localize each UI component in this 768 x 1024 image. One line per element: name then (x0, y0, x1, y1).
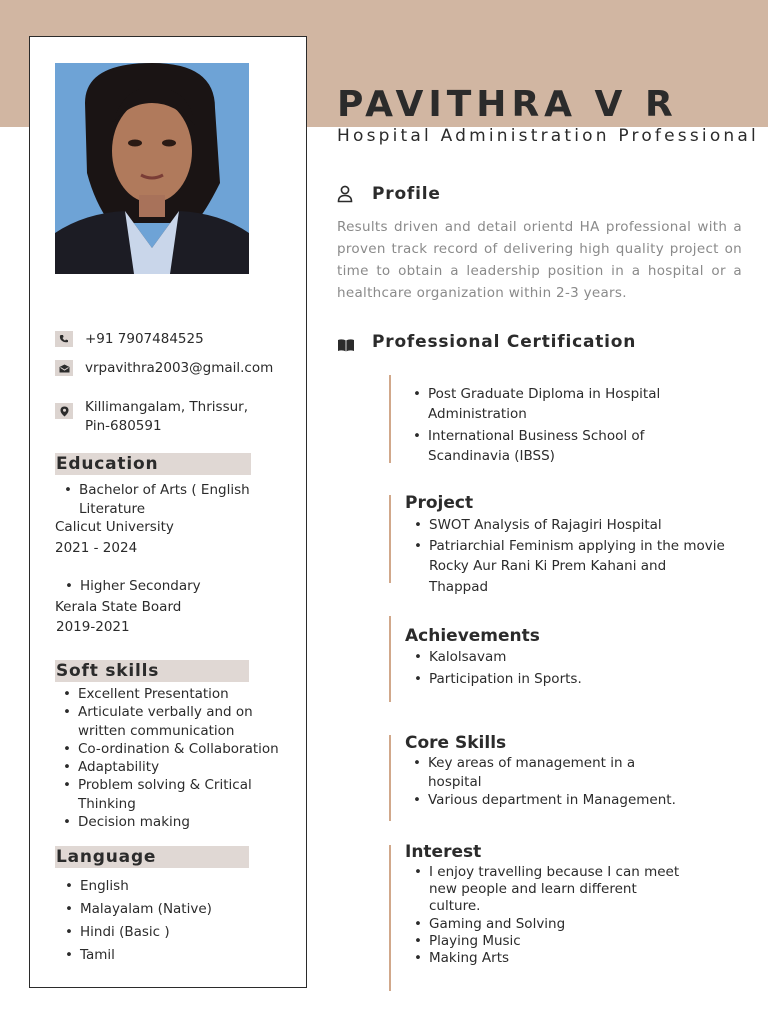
project-list (405, 515, 725, 598)
profile-text: Results driven and detail orientd HA professional with a proven track record of delivering high quality project on time to obtain a leadership position in a hospital or a healthcare organization within 2-3 years. (337, 219, 742, 301)
project-item: • SWOT Analysis of Rajagiri Hospital (405, 515, 725, 536)
soft-skill-item: • Decision making (54, 813, 279, 831)
core-skills-divider (389, 735, 391, 821)
soft-skill-item: • Problem solving & Critical Thinking (54, 776, 279, 813)
university: Calicut University (55, 519, 174, 535)
certification-list (404, 385, 660, 466)
interest-heading: Interest (405, 842, 482, 862)
phone-text: +91 7907484525 (85, 331, 204, 347)
education-secondary (56, 578, 201, 594)
language-item: • Tamil (56, 944, 212, 967)
project-divider (389, 495, 391, 583)
language-item: • English (56, 875, 212, 898)
project-item: • Patriarchial Feminism applying in the movie Rocky Aur Rani Ki Prem Kahani and Thappad (405, 536, 725, 598)
interest-item: • Making Arts (405, 950, 679, 967)
certification-item: • International Business School of Scandinavia (IBSS) (404, 427, 660, 466)
achievements-heading: Achievements (405, 626, 540, 646)
interest-item: • I enjoy travelling because I can meet new people and learn different culture. (405, 864, 679, 916)
language-item: • Malayalam (Native) (56, 898, 212, 921)
education-heading: Education (55, 453, 251, 475)
interest-list (405, 864, 679, 967)
core-skill-item: • Various department in Management. (404, 791, 676, 810)
address-line1: Killimangalam, Thrissur, (85, 399, 249, 415)
book-icon (337, 337, 355, 353)
language-item: • Hindi (Basic ) (56, 921, 212, 944)
soft-skills-list (54, 685, 279, 831)
soft-skill-item: • Articulate verbally and on written communication (54, 703, 279, 740)
address (85, 398, 279, 436)
mail-icon (55, 360, 73, 376)
soft-skill-item: • Adaptability (54, 758, 279, 776)
board: Kerala State Board (55, 599, 182, 615)
address-line2: Pin-680591 (85, 418, 162, 434)
achievements-list (405, 646, 582, 690)
language-heading: Language (55, 846, 249, 868)
interest-divider (389, 845, 391, 991)
achievements-divider (389, 616, 391, 702)
soft-skill-item: • Excellent Presentation (54, 685, 279, 703)
soft-skill-item: • Co-ordination & Collaboration (54, 740, 279, 758)
certification-item: • Post Graduate Diploma in Hospital Administration (404, 385, 660, 424)
candidate-title: Hospital Administration Professional (337, 126, 759, 146)
profile-photo (55, 63, 249, 274)
phone-icon (55, 331, 73, 347)
person-icon (337, 185, 353, 203)
degree-item: • Bachelor of Arts ( English Literature (55, 481, 250, 519)
email-text: vrpavithra2003@gmail.com (85, 360, 274, 376)
secondary-item: • Higher Secondary (56, 578, 201, 594)
location-pin-icon (55, 403, 73, 419)
profile-heading: Profile (372, 184, 441, 204)
core-skill-item: • Key areas of management in a hospital (404, 754, 676, 791)
core-skills-heading: Core Skills (405, 733, 507, 753)
language-list (56, 875, 212, 967)
education-years-1: 2021 - 2024 (55, 540, 138, 556)
certification-heading: Professional Certification (372, 332, 637, 352)
education-degree (55, 481, 250, 519)
core-skills-list (404, 754, 676, 810)
education-years-2: 2019-2021 (56, 619, 130, 635)
achievement-item: • Participation in Sports. (405, 668, 582, 690)
candidate-name: PAVITHRA V R (337, 84, 678, 125)
achievement-item: • Kalolsavam (405, 646, 582, 668)
project-heading: Project (405, 493, 474, 513)
interest-item: • Playing Music (405, 933, 679, 950)
soft-skills-heading: Soft skills (55, 660, 249, 682)
certification-divider (389, 375, 391, 463)
interest-item: • Gaming and Solving (405, 916, 679, 933)
